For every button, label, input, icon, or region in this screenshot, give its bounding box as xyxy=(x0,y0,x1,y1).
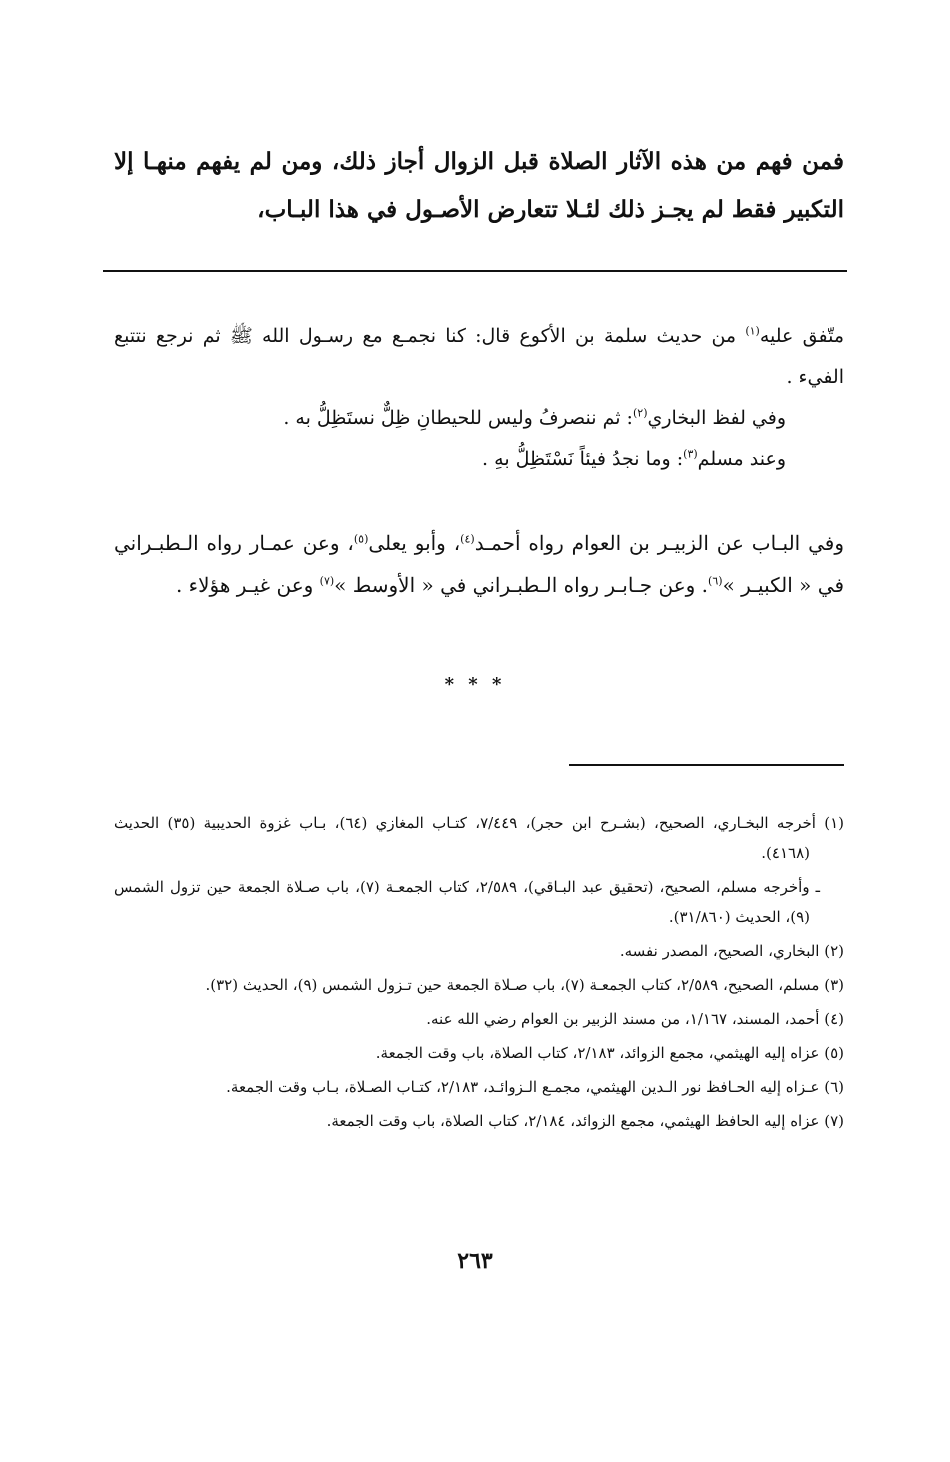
bab-text-2: ، وأبو يعلى xyxy=(368,531,461,555)
bab-text-1: وفي البـاب عن الزبيـر بن العوام رواه أحمـد xyxy=(474,531,844,555)
bab-text-4: . وعن جـابـر رواه الـطبـراني في « الأوسط » xyxy=(334,573,709,597)
footnote-ref-7: (٧) xyxy=(319,574,335,588)
hadith-line-3 xyxy=(114,439,844,480)
bab-paragraph xyxy=(114,522,844,606)
footnote-ref-1: (١) xyxy=(745,324,760,338)
hadith-line-2 xyxy=(114,398,844,439)
footnotes-section xyxy=(114,808,844,1140)
hadith-line-1-rest: من حديث سلمة بن الأكوع قال: كنا نجمـع مع رسـول الله ﷺ ثم نرجع نتتبع الفيء . xyxy=(114,325,844,388)
footnote-ref-6: (٦) xyxy=(708,574,723,588)
footnote-5: (٥) عزاه إليه الهيثمي، مجمع الزوائد، ٢/١٨٣، كتاب الصلاة، باب وقت الجمعة. xyxy=(375,1044,844,1062)
footnote-7: (٧) عزاه إليه الحافظ الهيثمي، مجمع الزوائد، ٢/١٨٤، كتاب الصلاة، باب وقت الجمعة. xyxy=(326,1112,844,1130)
footnote-ref-4: (٤) xyxy=(460,532,475,546)
bab-text-5: وعن غيـر هؤلاء . xyxy=(175,573,320,597)
hadith-line-2-rest: : ثم ننصرفُ وليس للحيطانِ ظِلٌّ نستَظِلُّ به . xyxy=(283,407,633,429)
main-paragraph: فمن فهم من هذه الآثار الصلاة قبل الزوال أجاز ذلك، ومن لم يفهم منهـا إلا التكبير فقط لم يجـز ذلك لئـلا تتعارض الأصـول في هذا البـاب، xyxy=(114,148,844,223)
hadith-line-2-start: وفي لفظ البخاري xyxy=(647,407,786,429)
footnote-6: (٦) عـزاه إليه الحـافظ نور الـدين الهيثمي، مجمـع الـزوائـد، ٢/١٨٣، كتـاب الصـلاة، بـاب وقت الجمعة. xyxy=(226,1078,844,1096)
hadith-line-3-rest: : وما نجدُ فيئاً نَسْتَظِلُّ بهِ . xyxy=(482,448,684,470)
section-divider xyxy=(103,270,847,272)
footnote-divider xyxy=(569,764,844,766)
hadith-line-1 xyxy=(114,316,844,398)
footnote-ref-3: (٣) xyxy=(683,447,698,461)
footnote-1: (١) أخرجه البخـاري، الصحيح، (بشـرح ابن حجر)، ٧/٤٤٩، كتـاب المغازي (٦٤)، بـاب غزوة الحديبية (٣٥) الحديث (٤١٦٨). xyxy=(114,814,844,862)
footnote-ref-5: (٥) xyxy=(353,532,369,546)
footnote-ref-2: (٢) xyxy=(632,406,648,420)
section-separator-stars: * * * xyxy=(444,674,506,695)
bab-text-3: ، وعن عمـار رواه الـطبـراني في « الكبيـر » xyxy=(114,531,844,597)
hadith-section xyxy=(114,316,844,480)
footnote-2: (٢) البخاري، الصحيح، المصدر نفسه. xyxy=(619,942,844,960)
footnote-1-continuation: ـ وأخرجه مسلم، الصحيح، (تحقيق عبد البـاقي)، ٢/٥٨٩، كتاب الجمعـة (٧)، باب صـلاة الجمعة حين تزول الشمس (٩)، الحديث (٣١/٨٦٠). xyxy=(114,878,820,926)
hadith-line-3-start: وعند مسلم xyxy=(697,448,786,470)
page-number: ٢٦٣ xyxy=(457,1248,493,1274)
footnote-3: (٣) مسلم، الصحيح، ٢/٥٨٩، كتاب الجمعـة (٧)، باب صـلاة الجمعة حين تـزول الشمس (٩)، الحديث (٣٢). xyxy=(205,976,844,994)
hadith-line-1-start: متّفق عليه xyxy=(759,325,844,347)
footnote-4: (٤) أحمد، المسند، ١/١٦٧، من مسند الزبير بن العوام رضي الله عنه. xyxy=(426,1010,844,1028)
